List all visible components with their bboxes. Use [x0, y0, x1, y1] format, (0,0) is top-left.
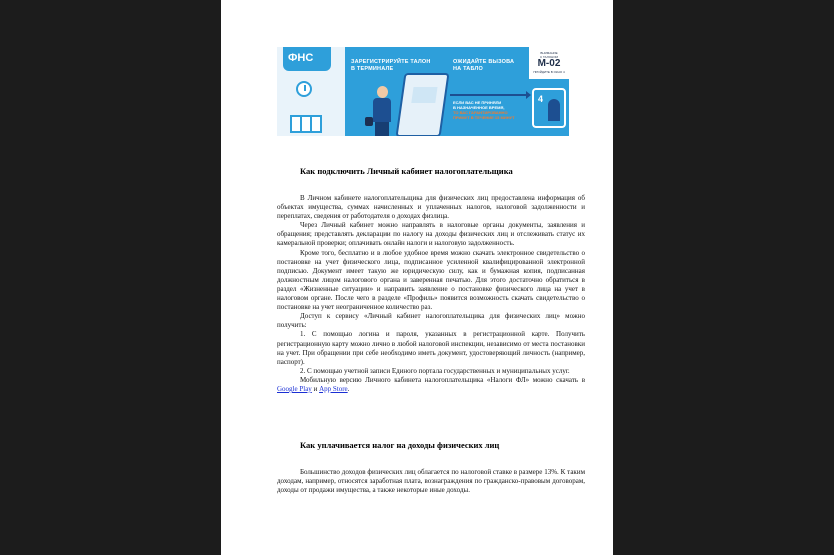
queue-ticket: ВНИМАНИЕ С ТАЛОНОМ М-02 ПРОЙДИТЕ В ОКНО 4: [529, 47, 569, 79]
tax-office-building-illustration: [277, 47, 345, 136]
section-title-personal-account: Как подключить Личный кабинет налогоплательщика: [300, 166, 513, 176]
paragraph: В Личном кабинете налогоплательщика для физических лиц предоставлена информация об объектах имущества, суммах начисленных и уплаченных налогов, налоговой задолженности и переплатах, сведения от работодателя о доходах физлица.: [277, 194, 585, 221]
google-play-link[interactable]: Google Play: [277, 384, 312, 393]
briefcase-icon: [365, 117, 373, 126]
clock-icon: [296, 81, 312, 97]
section-title-income-tax: Как уплачивается налог на доходы физических лиц: [300, 440, 500, 450]
app-store-link[interactable]: App Store: [319, 384, 348, 393]
list-item: 1. С помощью логина и пароля, указанных в регистрационной карте. Получить регистрационную карту можно лично в любой налоговой инспекции, независимо от места постановки на учет. При обращении при себе необходимо иметь документ, удостоверяющий личность (например, паспорт).: [277, 330, 585, 366]
window-icon: [290, 115, 322, 133]
section-body-income-tax: [277, 468, 585, 495]
banner-step-register: ЗАРЕГИСТРИРУЙТЕ ТАЛОН В ТЕРМИНАЛЕ: [351, 59, 431, 72]
banner-step-wait: ОЖИДАЙТЕ ВЫЗОВА НА ТАБЛО: [453, 59, 515, 72]
banner-guarantee-note: ЕСЛИ ВАС НЕ ПРИНЯЛИ В НАЗНАЧЕННОЕ ВРЕМЯ, ТО ВАС ГАРАНТИРОВАННО ПРИМУТ В ТЕЧЕНИЕ 15 МИНУТ: [453, 100, 515, 120]
section-body-personal-account: [277, 194, 585, 394]
arrow-icon: [450, 94, 528, 96]
person-icon: [377, 86, 388, 98]
paragraph: Большинство доходов физических лиц облагается по налоговой ставке в размере 13%. К таким доходам, например, относятся заработная плата, вознаграждения по гражданско-правовым договорам, доходы от продажи имущества, а также некоторые иные доходы.: [277, 468, 585, 495]
paragraph: Кроме того, бесплатно и в любое удобное время можно скачать электронное свидетельство о постановке на учет физического лица, подписанное усиленной квалифицированной электронной подписью. Документ имеет такую же юридическую силу, как и бумажная копия, подписанная должностным лицом налогового органа и заверенная печатью. Для этого достаточно обратиться в раздел «Жизненные ситуации» и направить заявление о постановке физического лица на учет в налоговом органе. После чего в разделе «Профиль» появится возможность скачать свидетельство о постановке на учет неограниченное количество раз.: [277, 248, 585, 312]
paragraph: Через Личный кабинет можно направлять в налоговые органы документы, заявления и обращения; представлять декларации по налогу на доходы физических лиц и отслеживать статус их камеральной проверки; оплачивать онлайн налоги и налоговую задолженность.: [277, 221, 585, 248]
paragraph: Доступ к сервису «Личный кабинет налогоплательщика для физических лиц» можно получить:: [277, 312, 585, 330]
ticket-number: М-02: [537, 58, 561, 69]
terminal-icon: [396, 73, 450, 136]
paragraph-mobile-app: Мобильную версию Личного кабинета налогоплательщика «Налоги ФЛ» можно скачать в Google Play и App Store.: [277, 375, 585, 393]
document-page: [221, 0, 613, 555]
service-window-icon: 4: [532, 88, 566, 128]
list-item: 2. С помощью учетной записи Единого портала государственных и муниципальных услуг.: [300, 366, 570, 375]
fns-info-banner: [277, 47, 569, 136]
fns-logo: ФНС: [288, 52, 314, 64]
